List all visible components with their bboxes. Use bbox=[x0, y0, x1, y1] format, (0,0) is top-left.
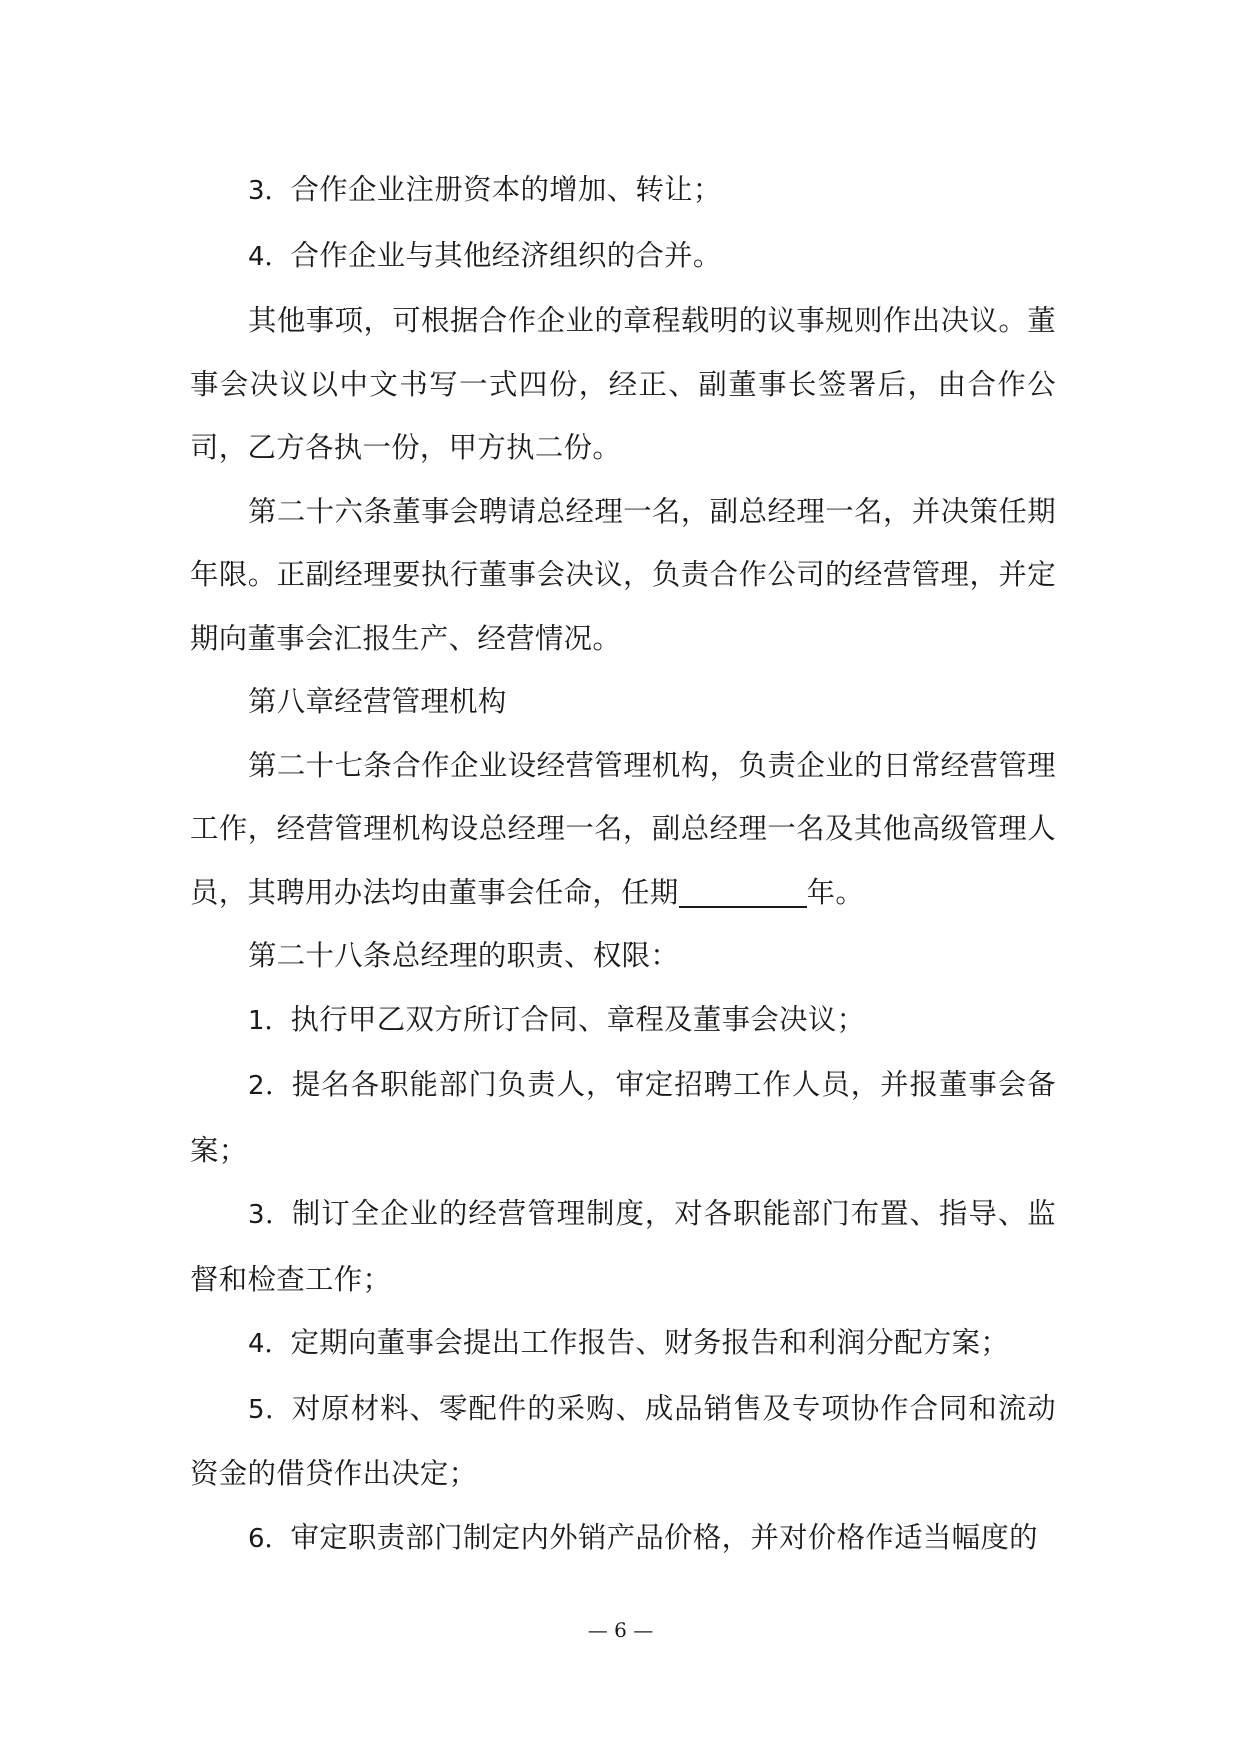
article-27 bbox=[190, 734, 1056, 925]
item-number: 5． bbox=[248, 1394, 292, 1425]
paragraph-text: 第二十六条董事会聘请总经理一名，副总经理一名，并决策任期年限。正副经理要执行董事会决议，负责合作公司的经营管理，并定期向董事会汇报生产、经营情况。 bbox=[190, 494, 1056, 655]
paragraph-text: 第二十七条合作企业设经营管理机构，负责企业的日常经营管理工作，经营管理机构设总经理一名，副总经理一名及其他高级管理人员，其聘用办法均由董事会任命，任期 bbox=[190, 748, 1056, 909]
chapter-heading bbox=[190, 670, 1056, 734]
paragraph-text: 其他事项，可根据合作企业的章程载明的议事规则作出决议。董事会决议以中文书写一式四份，经正、副董事长签署后，由合作公司，乙方各执一份，甲方执二份。 bbox=[190, 304, 1056, 464]
paragraph-text: 提名各职能部门负责人，审定招聘工作人员，并报董事会备案； bbox=[190, 1068, 1056, 1167]
article-28 bbox=[190, 924, 1056, 988]
paragraph-text-tail: 年。 bbox=[806, 875, 865, 909]
item-number: 1． bbox=[248, 1005, 291, 1036]
item-number: 3． bbox=[248, 176, 291, 206]
list-item bbox=[190, 988, 1056, 1054]
list-item bbox=[190, 1182, 1056, 1311]
paragraph bbox=[190, 289, 1056, 480]
paragraph-text: 定期向董事会提出工作报告、财务报告和利润分配方案； bbox=[290, 1326, 1010, 1359]
item-number: 4． bbox=[248, 241, 291, 272]
paragraph-text: 审定职责部门制定内外销产品价格，并对价格作适当幅度的 bbox=[290, 1520, 1038, 1554]
paragraph-text: 执行甲乙双方所订合同、章程及董事会决议； bbox=[290, 1002, 866, 1036]
list-item bbox=[190, 1377, 1056, 1506]
list-item bbox=[190, 158, 1056, 224]
item-number: 6． bbox=[248, 1523, 291, 1554]
item-number: 3． bbox=[248, 1200, 292, 1230]
paragraph-text: 第二十八条总经理的职责、权限： bbox=[248, 939, 680, 972]
paragraph-text: 对原材料、零配件的采购、成品销售及专项协作合同和流动资金的借贷作出决定； bbox=[190, 1391, 1056, 1490]
document-body bbox=[190, 158, 1056, 1571]
list-item bbox=[190, 1053, 1056, 1182]
paragraph-text: 合作企业与其他经济组织的合并。 bbox=[290, 238, 722, 272]
item-number: 4． bbox=[248, 1329, 291, 1359]
list-item bbox=[190, 1311, 1056, 1377]
page-number: — 6 — bbox=[587, 1618, 654, 1642]
paragraph-text: 合作企业注册资本的增加、转让； bbox=[290, 173, 722, 206]
paragraph-text: 制订全企业的经营管理制度，对各职能部门布置、指导、监督和检查工作； bbox=[190, 1197, 1056, 1296]
item-number: 2． bbox=[248, 1071, 292, 1101]
chapter-title: 第八章经营管理机构 bbox=[248, 685, 507, 718]
fill-in-blank bbox=[679, 876, 807, 908]
list-item bbox=[190, 1506, 1056, 1572]
list-item bbox=[190, 224, 1056, 290]
article-26 bbox=[190, 480, 1056, 671]
